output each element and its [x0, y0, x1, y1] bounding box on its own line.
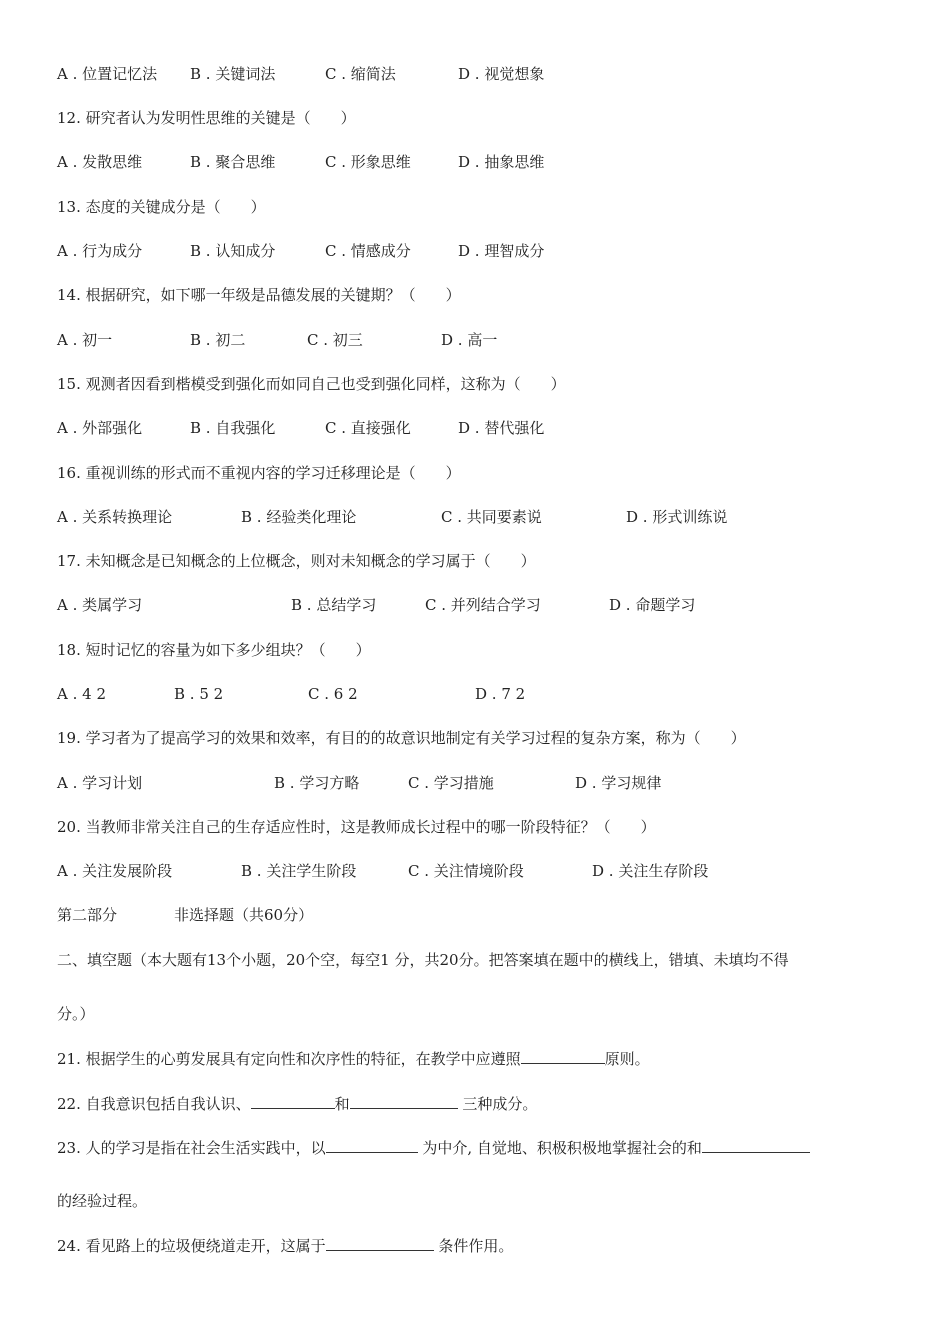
q14-option-b: B . 初二	[190, 331, 246, 349]
q12-option-a: A . 发散思维	[57, 153, 143, 171]
q18-option-d: D . 7 2	[475, 685, 526, 703]
q18-option-a: A . 4 2	[57, 685, 106, 703]
q21-blank[interactable]	[521, 1049, 605, 1064]
q17-stem: 17. 未知概念是已知概念的上位概念，则对未知概念的学习属于（ ）	[57, 552, 536, 570]
q13-option-a: A . 行为成分	[57, 242, 143, 260]
q15-option-d: D . 替代强化	[458, 419, 545, 437]
q17-option-d: D . 命题学习	[609, 596, 696, 614]
part2-title: 非选择题（共60分）	[174, 906, 314, 924]
q14-stem: 14. 根据研究，如下哪一年级是品德发展的关键期？（ ）	[57, 286, 461, 304]
q22	[57, 1094, 537, 1114]
q18-option-c: C . 6 2	[308, 685, 358, 703]
q15-stem: 15. 观测者因看到楷模受到强化而如同自己也受到强化同样，这称为（ ）	[57, 375, 566, 393]
q13-option-c: C . 情感成分	[325, 242, 411, 260]
q22-text-before: 22. 自我意识包括自我认识、	[57, 1095, 251, 1113]
q11-option-b: B . 关键词法	[190, 65, 276, 83]
q15-option-c: C . 直接强化	[325, 419, 411, 437]
q16-option-d: D . 形式训练说	[626, 508, 728, 526]
q23-text-before: 23. 人的学习是指在社会生活实践中，以	[57, 1139, 326, 1157]
q24	[57, 1236, 513, 1256]
q17-option-b: B . 总结学习	[291, 596, 377, 614]
q20-option-d: D . 关注生存阶段	[592, 862, 709, 880]
q19-option-a: A . 学习计划	[57, 774, 143, 792]
q15-option-a: A . 外部强化	[57, 419, 143, 437]
q20-stem: 20. 当教师非常关注自己的生存适应性时，这是教师成长过程中的哪一阶段特征？（ ）	[57, 818, 656, 836]
q16-option-a: A . 关系转换理论	[57, 508, 173, 526]
q15-option-b: B . 自我强化	[190, 419, 276, 437]
q12-stem: 12. 研究者认为发明性思维的关键是（ ）	[57, 109, 356, 127]
q19-stem: 19. 学习者为了提高学习的效果和效率，有目的的故意识地制定有关学习过程的复杂方案，称为（ ）	[57, 729, 746, 747]
q11-option-a: A . 位置记忆法	[57, 65, 158, 83]
section2-instructions-line1: 二、填空题（本大题有13个小题，20个空，每空1 分，共20分。把答案填在题中的横线上，错填、未填均不得	[57, 951, 789, 969]
q16-option-b: B . 经验类化理论	[241, 508, 357, 526]
q23-blank-2[interactable]	[702, 1138, 810, 1153]
q14-option-c: C . 初三	[307, 331, 363, 349]
q24-text-before: 24. 看见路上的垃圾便绕道走开，这属于	[57, 1237, 326, 1255]
q22-blank-2[interactable]	[350, 1094, 458, 1109]
q19-option-d: D . 学习规律	[575, 774, 662, 792]
q20-option-b: B . 关注学生阶段	[241, 862, 357, 880]
q18-option-b: B . 5 2	[174, 685, 224, 703]
q24-text-after: 条件作用。	[433, 1237, 514, 1255]
q23-text-mid: 为中介, 自觉地、积极积极地掌握社会的和	[417, 1139, 702, 1157]
q18-stem: 18. 短时记忆的容量为如下多少组块？（ ）	[57, 641, 371, 659]
q22-text-after: 三种成分。	[457, 1095, 538, 1113]
q23-line2: 的经验过程。	[57, 1192, 148, 1210]
q16-option-c: C . 共同要素说	[441, 508, 542, 526]
q22-text-mid: 和	[334, 1095, 350, 1113]
q11-option-c: C . 缩简法	[325, 65, 396, 83]
q19-option-b: B . 学习方略	[274, 774, 360, 792]
q13-option-d: D . 理智成分	[458, 242, 545, 260]
q21-text-after: 原则。	[604, 1050, 650, 1068]
q24-blank[interactable]	[326, 1236, 434, 1251]
q14-option-a: A . 初一	[57, 331, 113, 349]
part2-label: 第二部分	[57, 906, 118, 924]
q12-option-b: B . 聚合思维	[190, 153, 276, 171]
q20-option-c: C . 关注情境阶段	[408, 862, 524, 880]
q19-option-c: C . 学习措施	[408, 774, 494, 792]
q12-option-d: D . 抽象思维	[458, 153, 545, 171]
q23	[57, 1138, 810, 1158]
q13-stem: 13. 态度的关键成分是（ ）	[57, 198, 266, 216]
q16-stem: 16. 重视训练的形式而不重视内容的学习迁移理论是（ ）	[57, 464, 461, 482]
q22-blank-1[interactable]	[251, 1094, 335, 1109]
q14-option-d: D . 高一	[441, 331, 498, 349]
q13-option-b: B . 认知成分	[190, 242, 276, 260]
q12-option-c: C . 形象思维	[325, 153, 411, 171]
q11-option-d: D . 视觉想象	[458, 65, 545, 83]
q21	[57, 1049, 650, 1069]
q17-option-c: C . 并列结合学习	[425, 596, 541, 614]
section2-instructions-line2: 分。）	[57, 1005, 95, 1023]
q23-blank-1[interactable]	[326, 1138, 418, 1153]
q17-option-a: A . 类属学习	[57, 596, 143, 614]
q20-option-a: A . 关注发展阶段	[57, 862, 173, 880]
q21-text-before: 21. 根据学生的心剪发展具有定向性和次序性的特征，在教学中应遵照	[57, 1050, 521, 1068]
